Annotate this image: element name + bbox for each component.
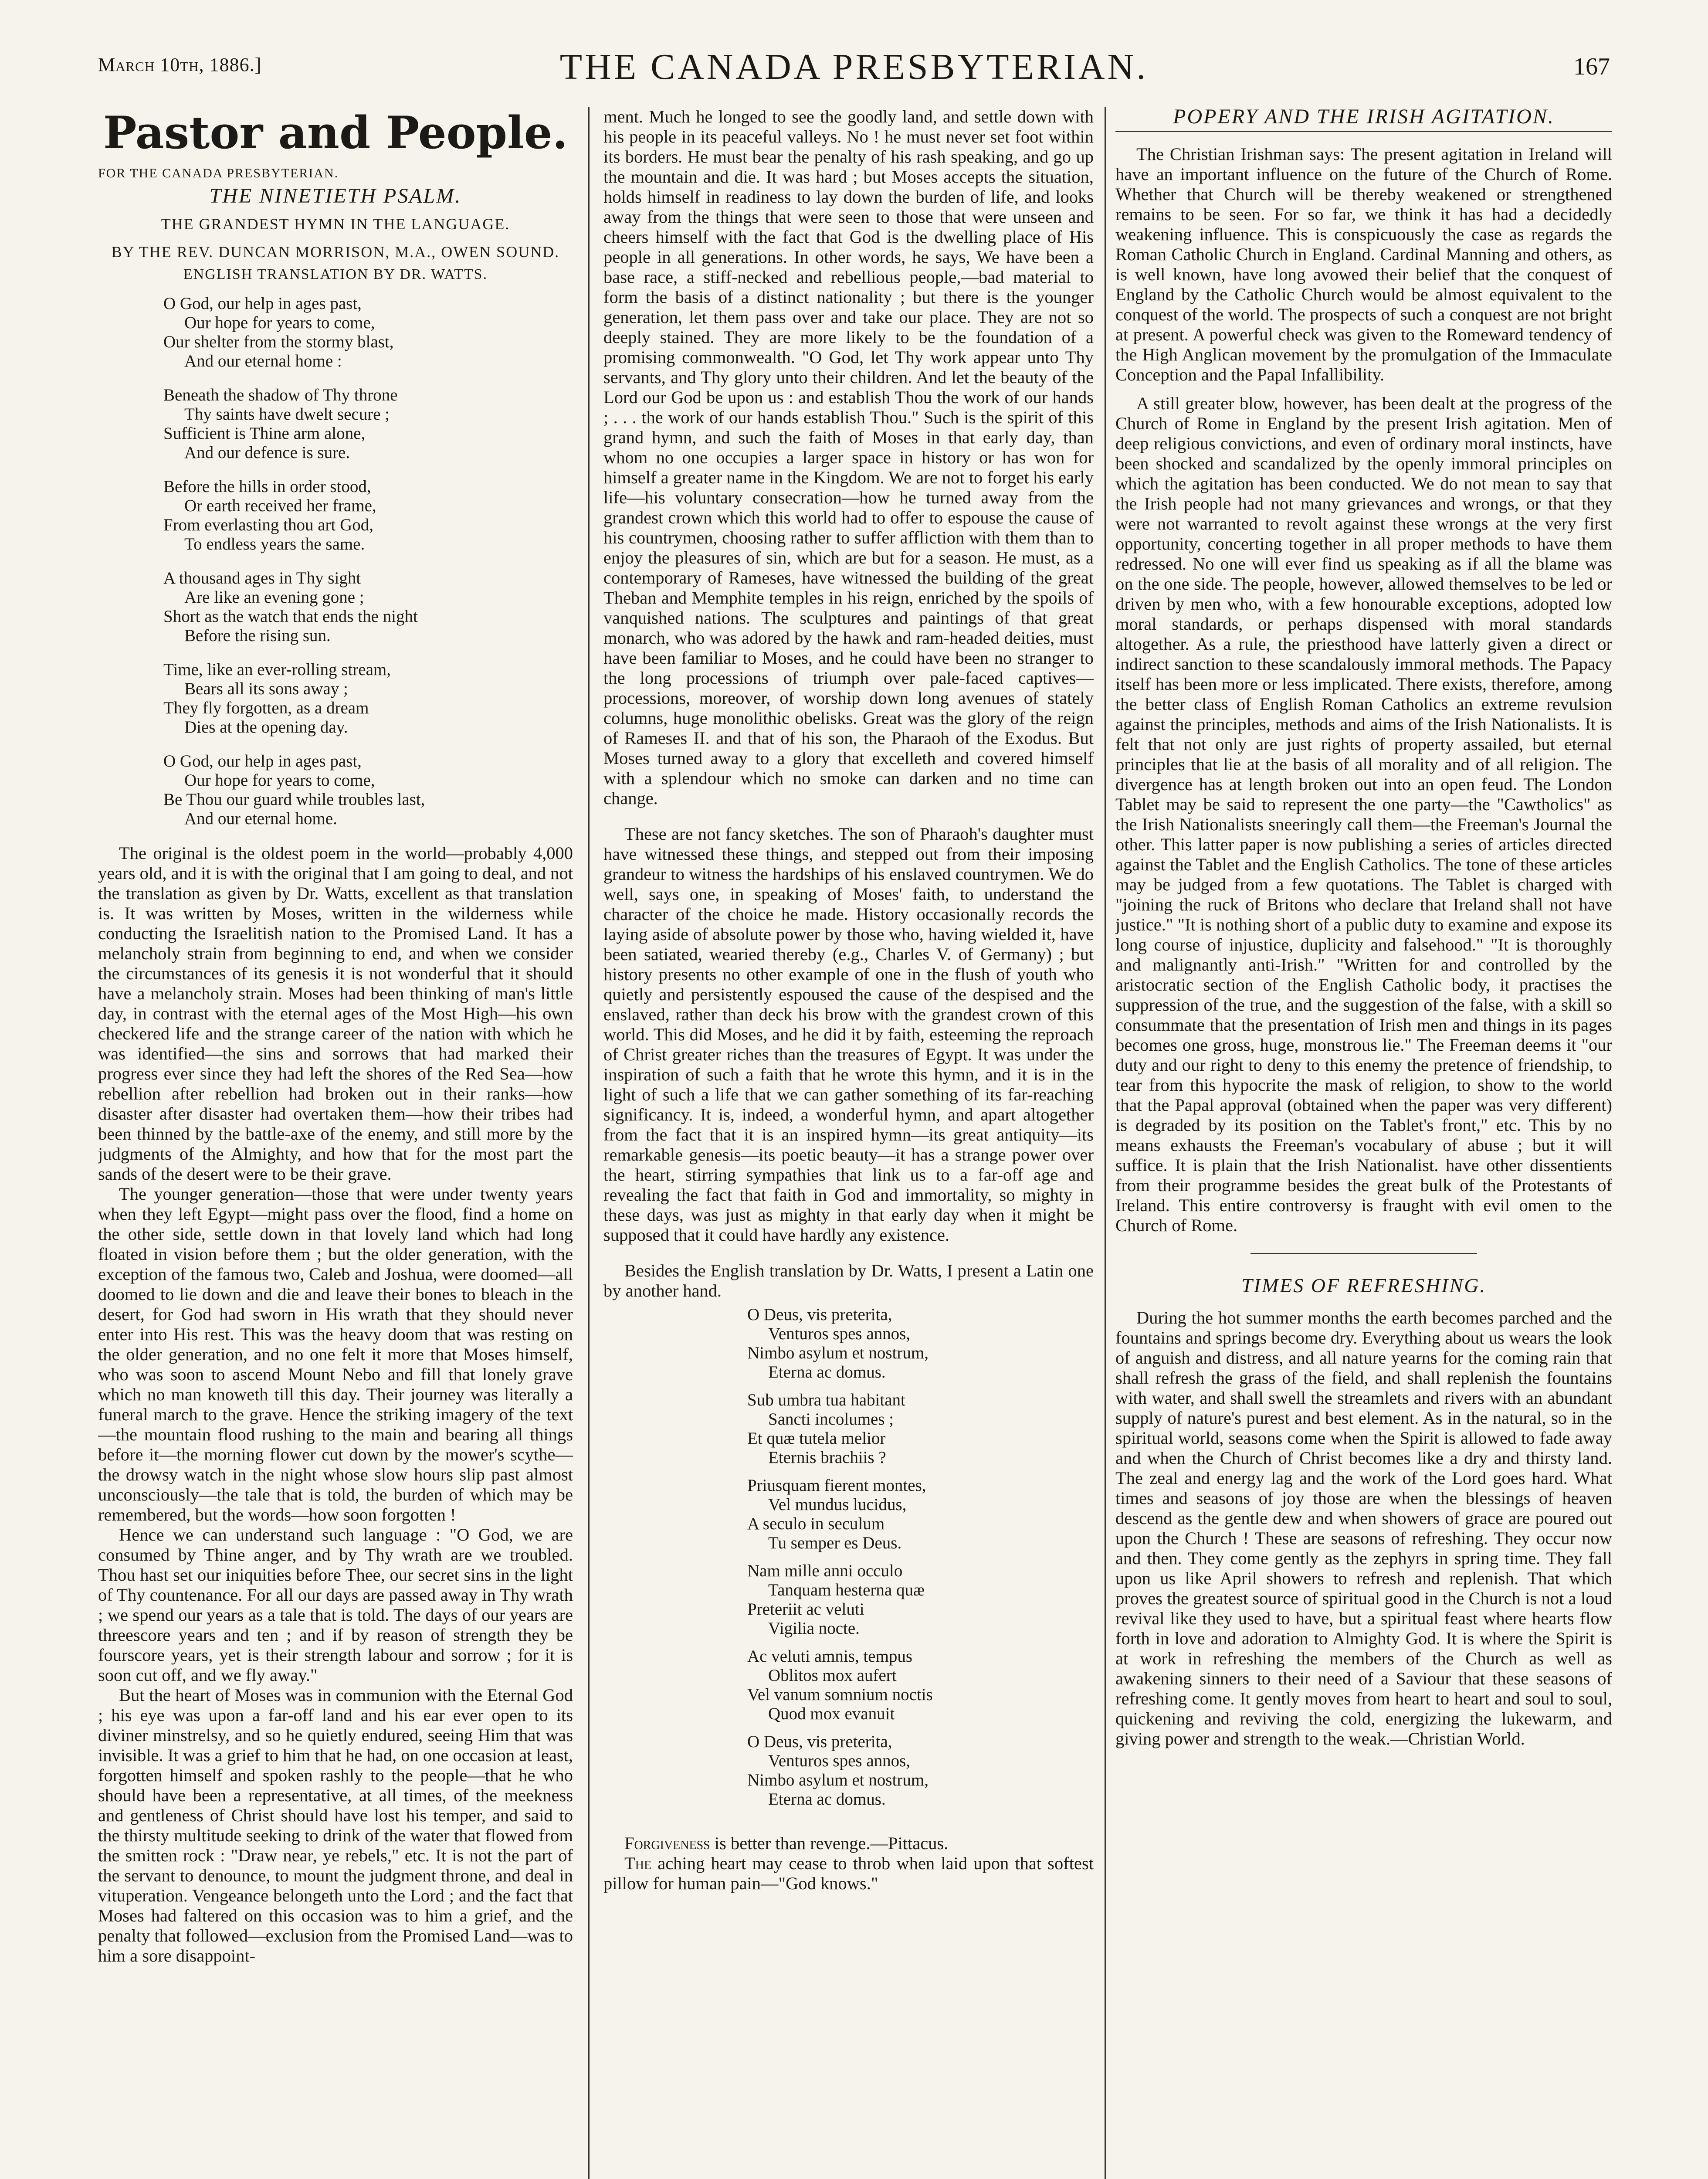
verse-line: Venturos spes annos, — [768, 1324, 911, 1343]
verse-line: Vel vanum somnium noctis — [747, 1685, 933, 1704]
verse-line: Priusquam fierent montes, — [747, 1476, 926, 1495]
column-rule — [588, 107, 590, 2179]
verse-line: Our hope for years to come, — [184, 313, 375, 332]
verse-line: Tu semper es Deus. — [768, 1534, 902, 1552]
hymn-stanza — [163, 660, 573, 737]
filler-lead: Forgiveness — [624, 1833, 710, 1853]
column-rule — [1105, 107, 1106, 2179]
latin-stanza — [747, 1476, 1094, 1553]
article-subheading: THE GRANDEST HYMN IN THE LANGUAGE. — [161, 215, 510, 233]
latin-stanza — [747, 1647, 1094, 1724]
verse-line: O Deus, vis preterita, — [747, 1305, 892, 1324]
verse-line: A seculo in seculum — [747, 1514, 885, 1533]
column-1 — [98, 107, 573, 2179]
article-paragraph: Besides the English translation by Dr. Watts, I present a Latin one by another hand. — [603, 1261, 1094, 1300]
verse-line: Thy saints have dwelt secure ; — [184, 405, 390, 424]
article-paragraph: A still greater blow, however, has been dealt at the progress of the Church of Rome in England by the present Irish agitation. Men of deep religious convictions, and even of ordinary moral instincts, have been shocked and scandalized by the openly immoral principles on which the agitation has been conducted. We do not mean to say that the Irish people had not many grievances and wrongs, or that they were not warranted to revolt against these wrongs at the very first opportunity, concerting together in all proper methods to have them redressed. No one will ever find us speaking as if all the blame was on the one side. The people, however, allowed themselves to be led or driven by men who, with a few honourable exceptions, adopted low moral standards, or perhaps dispensed with moral standards altogether. As a rule, the priesthood have latterly given a direct or indirect sanction to these scandalously immoral methods. The Papacy itself has been more or less implicated. There exists, therefore, among the better class of English Roman Catholics an extreme revulsion against the principles, methods and aims of the Irish Nationalists. It is felt that not only are just rights of property assailed, but eternal principles that lie at the basis of all morality and of all religion. The divergence has at length broken out into an open feud. The London Tablet may be said to represent the one party—the "Cawtholics" as the Irish Nationalists sneeringly call them—the Freeman's Journal the other. This latter paper is now publishing a series of articles directed against the Tablet and the English Catholics. The tone of these articles may be judged from a few quotations. The Tablet is charged with "joining the ruck of Britons who declare that Ireland shall not have justice." "It is nothing short of a public duty to examine and expose its long course of injustice, duplicity and falsehood." "It is thoroughly and malignantly anti-Irish." "Written for and controlled by the aristocratic section of the English Catholic body, it practises the suppression of the true, and the suggestion of the false, with a skill so consummate that the presentation of Irish men and things in its pages becomes one gross, huge, monstrous lie." The Freeman deems it "our duty and our right to deny to this enemy the pretence of friendship, to tear from this hypocrite the mask of religion, to show to the world that the Papal approval (obtained when the paper was very different) is degraded by its position on the Tablet's front," etc. This by no means exhausts the Freeman's vocabulary of abuse ; but it will suffice. It is plain that the Irish Nationalist. have other dissentients from their programme besides the great bulk of the Protestants of Ireland. This entire controversy is fraught with evil omen to the Church of Rome. — [1115, 394, 1612, 1235]
hymn-stanza — [163, 294, 573, 371]
verse-line: A thousand ages in Thy sight — [163, 569, 361, 587]
verse-line: To endless years the same. — [184, 535, 365, 553]
filler-text: is better than revenge.—Pittacus. — [710, 1833, 949, 1853]
article-title: THE NINETIETH PSALM. — [209, 184, 462, 207]
article-title: POPERY AND THE IRISH AGITATION. — [1115, 107, 1612, 132]
column-3 — [1115, 107, 1612, 2179]
verse-line: Nimbo asylum et nostrum, — [747, 1771, 929, 1789]
issue-date: March 10th, 1886.] — [98, 54, 262, 75]
verse-line: Beneath the shadow of Thy throne — [163, 386, 398, 404]
column-2 — [603, 107, 1094, 2179]
verse-line: Oblitos mox aufert — [768, 1666, 897, 1685]
verse-line: Quod mox evanuit — [768, 1704, 895, 1723]
verse-line: Our shelter from the stormy blast, — [163, 333, 394, 351]
verse-line: Nimbo asylum et nostrum, — [747, 1344, 929, 1362]
byline: FOR THE CANADA PRESBYTERIAN. — [98, 166, 339, 180]
section-divider — [1250, 1253, 1477, 1254]
verse-line: Preteriit ac veluti — [747, 1600, 864, 1619]
verse-line: Are like an evening gone ; — [184, 588, 364, 607]
verse-line: Sub umbra tua habitant — [747, 1391, 905, 1409]
verse-line: Nam mille anni occulo — [747, 1561, 903, 1580]
latin-stanza — [747, 1561, 1094, 1638]
article-paragraph: These are not fancy sketches. The son of Pharaoh's daughter must have witnessed these things, and stepped out from their imposing grandeur to witness the hardships of his enslaved countrymen. We do well, says one, in speaking of Moses' faith, to understand the character of the choice he made. History occasionally records the laying aside of absolute power by those who, having wielded it, have been satiated, wearied thereby (e.g., Charles V. of Germany) ; but history presents no other example of one in the flush of youth who quietly and persistently espoused the cause of the despised and the enslaved, rather than deck his brow with the grandest crown of this world. This did Moses, and he did it by faith, esteeming the reproach of Christ greater riches than the treasures of Egypt. It was under the inspiration of such a faith that he wrote this hymn, and it is in the light of such a life that we can gather something of its far-reaching significancy. It is, indeed, a wonderful hymn, and apart altogether from the fact that it is an inspired hymn—its great antiquity—its remarkable genesis—its poetic beauty—it has a strange power over the heart, stirring sympathies that link us to a far-off age and revealing the fact that faith in God and immortality, so mighty in these days, was just as mighty in that early day when it might be supposed that it could have hardly any existence. — [603, 824, 1094, 1245]
verse-line: Tanquam hesterna quæ — [768, 1581, 925, 1599]
masthead: THE CANADA PRESBYTERIAN. — [559, 47, 1149, 87]
verse-line: Eternis brachiis ? — [768, 1448, 886, 1467]
latin-stanza — [747, 1732, 1094, 1809]
hymn-stanza — [163, 569, 573, 645]
page-number: 167 — [1573, 53, 1610, 80]
verse-line: Eterna ac domus. — [768, 1790, 886, 1809]
verse-line: Ac veluti amnis, tempus — [747, 1647, 913, 1666]
verse-line: Et quæ tutela melior — [747, 1429, 886, 1448]
article-paragraph: But the heart of Moses was in communion with the Eternal God ; his eye was upon a far-off land and his ear ever open to its diviner minstrelsy, and so he quietly endured, seeing Him that was invisible. It was a grief to him that he had, on one occasion at least, forgotten himself and spoken rashly to the people—that he who should have been a representative, at all times, of the meekness and gentleness of Christ should have lost his temper, and said to the thirsty multitude seeking to drink of the water that flowed from the smitten rock : "Draw near, ye rebels," etc. It is not the part of the servant to denounce, to mount the judgment throne, and deal in vituperation. Vengeance belongeth unto the Lord ; and the fact that Moses had faltered on this occasion was to him a grief, and the penalty that followed—exclusion from the Promised Land—was to him a sore disappoint- — [98, 1685, 573, 1965]
verse-line: Sancti incolumes ; — [768, 1410, 894, 1429]
hymn-stanza — [163, 752, 573, 828]
verse-line: Time, like an ever-rolling stream, — [163, 660, 391, 679]
verse-line: O God, our help in ages past, — [163, 294, 362, 313]
filler-text: aching heart may cease to throb when laid upon that softest pillow for human pain—"God knows." — [603, 1853, 1094, 1893]
verse-line: Dies at the opening day. — [184, 718, 348, 737]
article-paragraph: Hence we can understand such language : "O God, we are consumed by Thine anger, and by Thy wrath are we troubled. Thou hast set our iniquities before Thee, our secret sins in the light of Thy countenance. For all our days are passed away in Thy wrath ; we spend our years as a tale that is told. The days of our years are threescore years and ten ; and if by reason of strength they be fourscore years, yet is their strength labour and sorrow ; for it is soon cut off, and we fly away." — [98, 1525, 573, 1685]
verse-line: Be Thou our guard while troubles last, — [163, 790, 425, 809]
verse-line: Or earth received her frame, — [184, 496, 376, 515]
verse-line: Before the rising sun. — [184, 626, 331, 645]
article-paragraph: The younger generation—those that were under twenty years when they left Egypt—might pass over the flood, find a home on the other side, settle down in that lovely land which had long floated in vision before them ; but the older generation, with the exception of the famous two, Caleb and Joshua, were doomed—all doomed to lie down and die and leave their bones to bleach in the desert, for God had sworn in His wrath that they should never enter into His rest. This was the heavy doom that was resting on the older generation, and no one felt it more that Moses himself, who was soon to ascend Mount Nebo and fill that lonely grave which no man knoweth till this day. Their journey was literally a funeral march to the grave. Hence the striking imagery of the text—the mountain flood rushing to the main and bearing all things before it—the morning flower cut down by the mower's scythe—the drowsy watch in the night whose slow hours slip past almost unconsciously—the tale that is told, the burden of which may be remembered, but the words—how soon forgotten ! — [98, 1184, 573, 1524]
latin-stanza — [747, 1391, 1094, 1467]
article-author: BY THE REV. DUNCAN MORRISON, M.A., OWEN SOUND. — [111, 243, 560, 261]
verse-line: Vel mundus lucidus, — [768, 1495, 907, 1514]
article-paragraph: The original is the oldest poem in the world—probably 4,000 years old, and it is with the original that I am going to deal, and not the translation as given by Dr. Watts, excellent as that translation is. It was written by Moses, written in the wilderness while conducting the Israelitish nation to the Promised Land. It has a melancholy strain from beginning to end, and when we consider the circumstances of its genesis it is not wonderful that it should have a melancholy strain. Moses had been thinking of man's little day, in contrast with the eternal ages of the Most High—his own checkered life and the strange career of the nation with which he was identified—the sins and sorrows that had marked their progress ever since they had left the shores of the Red Sea—how rebellion after rebellion had broken out in their ranks—how disaster after disaster had overtaken them—how their tribes had been thinned by the battle-axe of the enemy, and still more by the judgments of the Almighty, and how that for the most part the sands of the desert were to be their grave. — [98, 843, 573, 1184]
verse-line: O Deus, vis preterita, — [747, 1732, 892, 1751]
verse-line: Short as the watch that ends the night — [163, 607, 418, 626]
verse-line: Eterna ac domus. — [768, 1363, 886, 1381]
verse-line: O God, our help in ages past, — [163, 752, 362, 770]
verse-line: From everlasting thou art God, — [163, 516, 373, 534]
verse-line: Our hope for years to come, — [184, 771, 375, 790]
filler-paragraph — [603, 1833, 1094, 1853]
verse-line: Sufficient is Thine arm alone, — [163, 424, 366, 443]
filler-paragraph — [603, 1853, 1094, 1894]
article-paragraph: During the hot summer months the earth becomes parched and the fountains and springs become dry. Everything about us wears the look of anguish and distress, and all nature yearns for the coming rain that shall refresh the grass of the field, and shall replenish the fountains with water, and shall swell the streamlets and rivers with an abundant supply of nature's purest and best element. As in the natural, so in the spiritual world, seasons come when the Spirit is allowed to fade away and when the Church of Christ becomes like a dry and thirsty land. The zeal and energy lag and the work of the Lord goes hard. What times and seasons of joy those are when the blessings of heaven descend as the gentle dew and when showers of grace are poured out upon the Church ! These are seasons of refreshing. They occur now and then. They come gently as the zephyrs in spring time. They fall upon us like April showers to refresh and replenish. That which proves the greatest source of spiritual good in the Church is not a loud revival like they used to have, but a spiritual feast where hearts flow forth in love and adoration to Almighty God. It is where the Spirit is at work in refreshing the members of the Church as well as awakening sinners to their need of a Saviour that these seasons of refreshing come. It gently moves from heart to heart and soul to soul, quickening and reviving the cold, energizing the lukewarm, and giving power and strength to the weak.—Christian World. — [1115, 1308, 1612, 1748]
verse-line: Bears all its sons away ; — [184, 679, 348, 698]
verse-line: Venturos spes annos, — [768, 1751, 911, 1770]
article-paragraph: The Christian Irishman says: The present agitation in Ireland will have an important influence on the future of the Church of Rome. Whether that Church will be thereby weakened or strengthened remains to be seen. For so far, we think it has had a decidedly weakening influence. This is conspicuously the case as regards the Roman Catholic Church in England. Cardinal Manning and others, as is well known, have long avowed their belief that the conquest of England by the Catholic Church would be almost equivalent to the conquest of the world. The prospects of such a conquest are not bright at present. A powerful check was given to the Romeward tendency of the High Anglican movement by the promulgation of the Immaculate Conception and the Papal Infallibility. — [1115, 144, 1612, 384]
verse-line: They fly forgotten, as a dream — [163, 699, 369, 717]
verse-line: Vigilia nocte. — [768, 1619, 860, 1638]
department-title: Pastor and People. — [103, 107, 568, 159]
filler-lead: The — [624, 1853, 652, 1873]
verse-line: And our defence is sure. — [184, 443, 350, 462]
translation-credit: ENGLISH TRANSLATION BY DR. WATTS. — [183, 266, 488, 282]
hymn-stanza — [163, 477, 573, 554]
verse-line: And our eternal home : — [184, 352, 342, 370]
page-header — [98, 46, 1610, 94]
latin-stanza — [747, 1305, 1094, 1382]
article-paragraph: ment. Much he longed to see the goodly land, and settle down with his people in its peaceful valleys. No ! he must never set foot within its borders. He must bear the penalty of his rash speaking, and go up the mountain and die. It was hard ; but Moses accepts the situation, holds himself in readiness to lay down the burden of life, and looks away from the things that were seen to those that were unseen and cheers himself with the fact that God is the dwelling place of His people in all generations. In other words, he says, We have been a base race, a stiff-necked and rebellious people,—bad material to form the basis of a distinct nationality ; but there is the younger generation, let them pass over and take our place. They are not so deeply stained. They are more likely to be the foundation of a promising commonwealth. "O God, let Thy work appear unto Thy servants, and Thy glory unto their children. And let the beauty of the Lord our God be upon us : and establish Thou the work of our hands ; . . . the work of our hands establish Thou." Such is the spirit of this grand hymn, and such the faith of Moses in that early day, than whom no one occupies a larger space in history or has won for himself a greater name in the Kingdom. We are not to forget his early life—his voluntary consecration—how he turned away from the grandest crown which this world had to offer to espouse the cause of his countrymen, choosing rather to suffer affliction with them than to enjoy the pleasures of sin, which are but for a season. He must, as a contemporary of Rameses, have witnessed the building of the great Theban and Memphite temples in his reign, enriched by the spoils of vanquished nations. The sculptures and paintings of that great monarch, who was adored by the hawk and ram-headed deities, must have been familiar to Moses, and he could have been no stranger to the long processions of triumph over pale-faced captives—processions, moreover, of worship down long avenues of stately columns, huge monolithic obelisks. Great was the glory of the reign of Rameses II. and that of his son, the Pharaoh of the Exodus. But Moses turned away to a glory that excelleth and covered himself with a splendour which no smoke can darken and no time can change. — [603, 107, 1094, 808]
verse-line: And our eternal home. — [184, 809, 337, 828]
verse-line: Before the hills in order stood, — [163, 477, 371, 496]
hymn-stanza — [163, 386, 573, 462]
article-title: TIMES OF REFRESHING. — [1241, 1274, 1487, 1297]
